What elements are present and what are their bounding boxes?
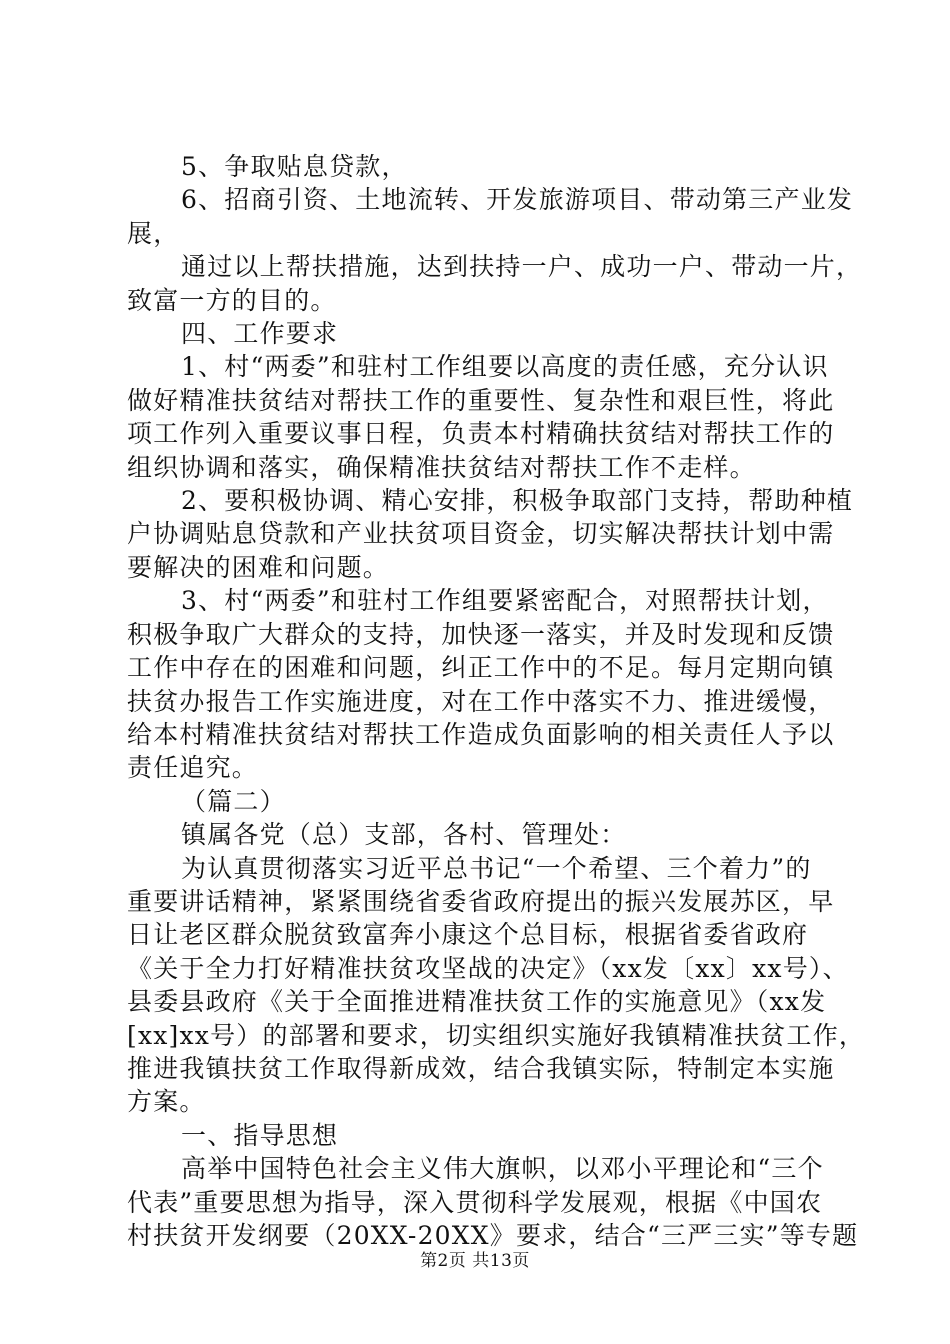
text-line: 责任追究。 — [127, 753, 259, 783]
text-line: 村扶贫开发纲要（20XX-20XX》要求，结合“三严三实”等专题 — [127, 1221, 859, 1250]
text-line: 要解决的困难和问题。 — [127, 552, 390, 582]
text-line: 镇属各党（总）支部，各村、管理处： — [181, 820, 627, 850]
text-line: 高举中国特色社会主义伟大旗帜，以邓小平理论和“三个 — [181, 1154, 824, 1184]
text-line: 县委县政府《关于全面推进精准扶贫工作的实施意见》（xx发 — [127, 987, 827, 1017]
text-line: 推进我镇扶贫工作取得新成效，结合我镇实际，特制定本实施 — [127, 1053, 835, 1083]
text-line: 3、村“两委”和驻村工作组要紧密配合，对照帮扶计划， — [181, 586, 829, 616]
text-line: 四、工作要求 — [181, 319, 339, 349]
text-line: 展， — [127, 218, 180, 248]
text-line: 1、村“两委”和驻村工作组要以高度的责任感，充分认识 — [181, 352, 829, 382]
text-line: 致富一方的目的。 — [127, 285, 337, 315]
text-line: 积极争取广大群众的支持，加快逐一落实，并及时发现和反馈 — [127, 619, 835, 649]
text-line: [xx]xx号）的部署和要求，切实组织实施好我镇精准扶贫工作， — [127, 1020, 866, 1050]
text-line: 工作中存在的困难和问题，纠正工作中的不足。每月定期向镇 — [127, 653, 835, 683]
text-line: 日让老区群众脱贫致富奔小康这个总目标，根据省委省政府 — [127, 920, 809, 950]
text-line: 通过以上帮扶措施，达到扶持一户、成功一户、带动一片， — [181, 252, 863, 282]
text-line: 2、要积极协调、精心安排，积极争取部门支持，帮助种植 — [181, 486, 854, 516]
text-line: 5、争取贴息贷款， — [181, 152, 408, 181]
text-line: 扶贫办报告工作实施进度，对在工作中落实不力、推进缓慢， — [127, 686, 835, 716]
text-line: 《关于全力打好精准扶贫攻坚战的决定》（xx发〔xx〕xx号）、 — [127, 953, 849, 983]
text-line: 为认真贯彻落实习近平总书记“一个希望、三个着力”的 — [181, 853, 812, 883]
page-footer: 第2页 共13页 — [420, 1251, 530, 1271]
text-line: 6、招商引资、土地流转、开发旅游项目、带动第三产业发 — [181, 185, 854, 215]
text-line: 户协调贴息贷款和产业扶贫项目资金，切实解决帮扶计划中需 — [127, 519, 835, 549]
text-line: 组织协调和落实，确保精准扶贫结对帮扶工作不走样。 — [127, 452, 756, 482]
text-line: 给本村精准扶贫结对帮扶工作造成负面影响的相关责任人予以 — [127, 719, 835, 749]
text-line: 项工作列入重要议事日程，负责本村精确扶贫结对帮扶工作的 — [127, 419, 835, 449]
document-body — [127, 150, 866, 1252]
text-line: 做好精准扶贫结对帮扶工作的重要性、复杂性和艰巨性，将此 — [127, 385, 835, 415]
text-line: 代表”重要思想为指导，深入贯彻科学发展观，根据《中国农 — [127, 1187, 823, 1217]
text-line: 方案。 — [127, 1087, 206, 1117]
text-line: 重要讲话精神，紧紧围绕省委省政府提出的振兴发展苏区，早 — [127, 886, 835, 916]
text-line: （篇二） — [181, 786, 286, 816]
text-line: 一、指导思想 — [181, 1120, 339, 1150]
